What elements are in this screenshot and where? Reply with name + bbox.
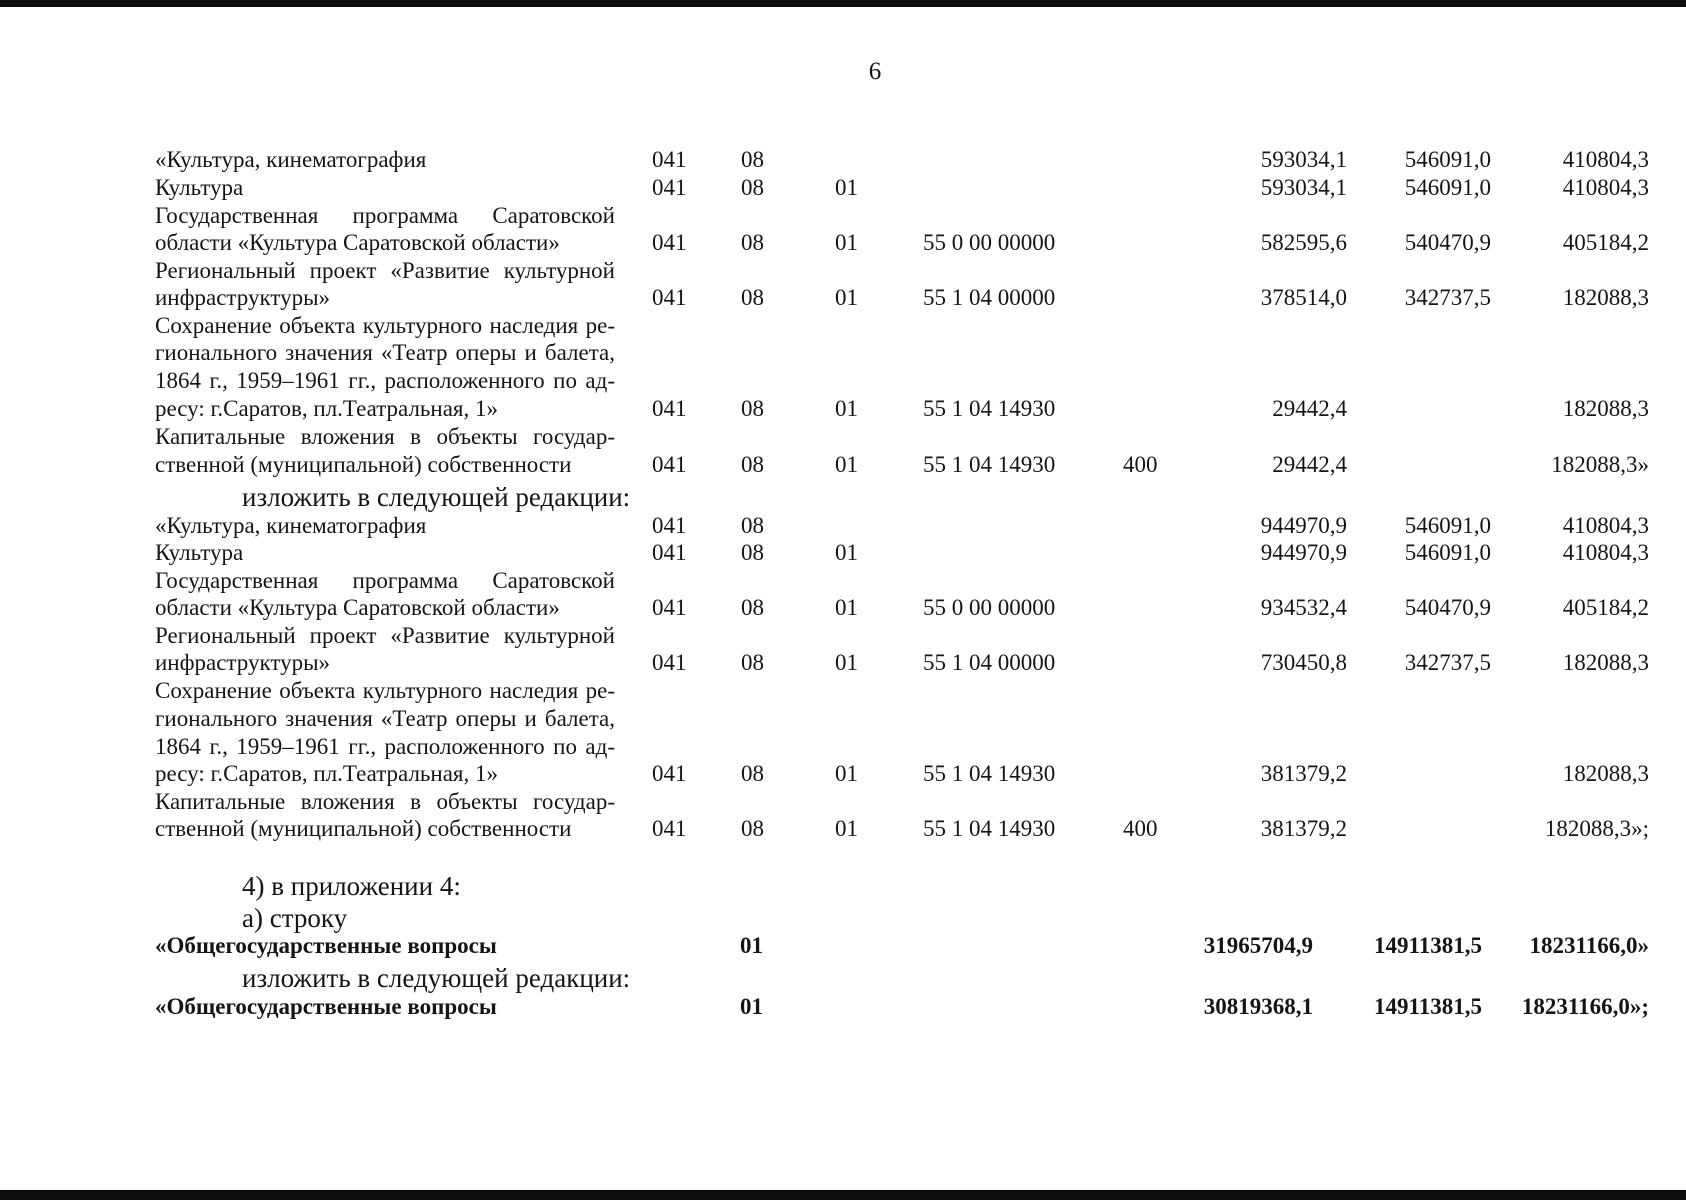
amount-year-3: 405184,2 — [1562, 230, 1649, 255]
subsection-code: 01 — [835, 540, 858, 565]
section-code: 08 — [741, 396, 764, 421]
row-description: ресу: г.Саратов, пл.Театральная, 1» — [155, 761, 499, 786]
amount-year-2: 540470,9 — [1404, 230, 1491, 255]
table-row-bold — [0, 932, 1686, 960]
amount-year-2: 14911381,5 — [1374, 933, 1482, 958]
row-description-line — [0, 733, 1686, 761]
ministry-code: 041 — [652, 761, 687, 786]
section-code: 08 — [741, 452, 764, 477]
table-row-bold — [0, 993, 1686, 1021]
amount-year-3: 182088,3»; — [1544, 816, 1649, 841]
target-article-code: 55 0 00 00000 — [923, 595, 1056, 620]
row-description: области «Культура Саратовской области» — [155, 595, 560, 620]
target-article-code: 55 1 04 14930 — [923, 761, 1056, 786]
amount-year-2: 342737,5 — [1404, 285, 1491, 310]
row-description: ственной (муниципальной) собственности — [155, 816, 572, 841]
section-code: 08 — [741, 285, 764, 310]
table-row — [0, 539, 1686, 567]
expense-type-code: 400 — [1123, 816, 1158, 841]
amount-year-3: 410804,3 — [1562, 147, 1649, 172]
table-row — [0, 594, 1686, 622]
amount-year-3: 182088,3» — [1551, 452, 1649, 477]
section-code: 08 — [741, 540, 764, 565]
target-article-code: 55 1 04 00000 — [923, 285, 1056, 310]
table-row — [0, 512, 1686, 540]
target-article-code: 55 1 04 00000 — [923, 650, 1056, 675]
amount-year-1: 593034,1 — [1260, 175, 1347, 200]
amount-year-1: 381379,2 — [1260, 816, 1347, 841]
target-article-code: 55 1 04 14930 — [923, 816, 1056, 841]
subsection-code: 01 — [835, 650, 858, 675]
table-row — [0, 760, 1686, 788]
row-description-line — [0, 367, 1686, 395]
amount-year-1: 29442,4 — [1272, 452, 1347, 477]
subsection-code: 01 — [835, 396, 858, 421]
amount-year-3: 182088,3 — [1562, 285, 1649, 310]
row-description-line — [0, 622, 1686, 650]
amount-year-3: 18231166,0» — [1529, 933, 1649, 958]
amount-year-1: 29442,4 — [1272, 396, 1347, 421]
row-description: гионального значения «Театр оперы и балета, — [155, 706, 615, 731]
table-row — [0, 451, 1686, 479]
amount-year-2: 546091,0 — [1404, 540, 1491, 565]
table-row — [0, 146, 1686, 174]
section-code: 08 — [741, 595, 764, 620]
amount-year-3: 18231166,0»; — [1521, 994, 1649, 1019]
amount-year-1: 934532,4 — [1260, 595, 1347, 620]
section-code: 01 — [740, 933, 763, 958]
ministry-code: 041 — [652, 650, 687, 675]
row-description: инфраструктуры» — [155, 650, 331, 675]
amount-year-3: 410804,3 — [1562, 540, 1649, 565]
ministry-code: 041 — [652, 147, 687, 172]
row-description: гионального значения «Театр оперы и балета, — [155, 340, 615, 365]
table-row — [0, 815, 1686, 843]
section-code: 08 — [741, 147, 764, 172]
table-row — [0, 649, 1686, 677]
amount-year-2: 546091,0 — [1404, 513, 1491, 538]
amount-year-1: 730450,8 — [1260, 650, 1347, 675]
row-description-line — [0, 312, 1686, 340]
row-description-line — [0, 339, 1686, 367]
page-number: 6 — [868, 58, 882, 85]
target-article-code: 55 0 00 00000 — [923, 230, 1056, 255]
ministry-code: 041 — [652, 230, 687, 255]
row-description: Региональный проект «Развитие культурной — [155, 623, 615, 648]
row-description: ресу: г.Саратов, пл.Театральная, 1» — [155, 396, 499, 421]
row-description-line — [0, 423, 1686, 451]
row-description: Культура — [155, 540, 244, 565]
row-description: Сохранение объекта культурного наследия ре- — [155, 313, 615, 338]
row-description: ственной (муниципальной) собственности — [155, 452, 572, 477]
section-code: 08 — [741, 650, 764, 675]
ministry-code: 041 — [652, 285, 687, 310]
row-description: инфраструктуры» — [155, 285, 331, 310]
row-description: Сохранение объекта культурного наследия ре- — [155, 678, 615, 703]
amount-year-1: 30819368,1 — [1203, 994, 1313, 1019]
amount-year-1: 944970,9 — [1260, 540, 1347, 565]
amount-year-3: 182088,3 — [1562, 396, 1649, 421]
edit-instruction: изложить в следующей редакции: — [242, 482, 631, 512]
row-description-line — [0, 202, 1686, 230]
ministry-code: 041 — [652, 595, 687, 620]
row-description: Государственная программа Саратовской — [155, 203, 615, 228]
expense-type-code: 400 — [1123, 452, 1158, 477]
amount-year-3: 405184,2 — [1562, 595, 1649, 620]
amount-year-3: 182088,3 — [1562, 650, 1649, 675]
row-description: «Культура, кинематография — [155, 513, 427, 538]
subsection-code: 01 — [835, 816, 858, 841]
amount-year-1: 378514,0 — [1260, 285, 1347, 310]
row-description-line — [0, 677, 1686, 705]
ministry-code: 041 — [652, 540, 687, 565]
row-description-line — [0, 788, 1686, 816]
row-description: Государственная программа Саратовской — [155, 568, 615, 593]
row-description: области «Культура Саратовской области» — [155, 230, 560, 255]
subsection-code: 01 — [835, 285, 858, 310]
amount-year-3: 410804,3 — [1562, 175, 1649, 200]
amount-year-2: 540470,9 — [1404, 595, 1491, 620]
row-description: 1864 г., 1959–1961 гг., расположенного по ад- — [155, 734, 615, 759]
row-description-line — [0, 257, 1686, 285]
amount-year-1: 381379,2 — [1260, 761, 1347, 786]
scan-top-edge — [0, 0, 1686, 7]
row-description: «Культура, кинематография — [155, 147, 427, 172]
amount-year-2: 14911381,5 — [1374, 994, 1482, 1019]
subsection-code: 01 — [835, 761, 858, 786]
amount-year-1: 944970,9 — [1260, 513, 1347, 538]
section-code: 08 — [741, 816, 764, 841]
subsection-code: 01 — [835, 595, 858, 620]
row-description-line — [0, 705, 1686, 733]
section-code: 08 — [741, 513, 764, 538]
table-row — [0, 229, 1686, 257]
section-code: 08 — [741, 761, 764, 786]
amount-year-2: 546091,0 — [1404, 175, 1491, 200]
edit-instruction: изложить в следующей редакции: — [242, 963, 631, 993]
subsection-code: 01 — [835, 230, 858, 255]
section-code: 08 — [741, 230, 764, 255]
table-row — [0, 284, 1686, 312]
row-description-line — [0, 567, 1686, 595]
row-description: «Общегосударственные вопросы — [155, 933, 497, 958]
ministry-code: 041 — [652, 816, 687, 841]
amount-year-1: 582595,6 — [1260, 230, 1347, 255]
table-row — [0, 174, 1686, 202]
amount-year-1: 31965704,9 — [1203, 933, 1313, 958]
section-code: 08 — [741, 175, 764, 200]
amount-year-1: 593034,1 — [1260, 147, 1347, 172]
amount-year-2: 342737,5 — [1404, 650, 1491, 675]
section-code: 01 — [740, 994, 763, 1019]
table-row — [0, 395, 1686, 423]
ministry-code: 041 — [652, 396, 687, 421]
subitem-label: а) строку — [242, 903, 348, 933]
scan-bottom-edge — [0, 1190, 1686, 1200]
row-description: «Общегосударственные вопросы — [155, 994, 497, 1019]
row-description: Капитальные вложения в объекты государ- — [155, 789, 615, 814]
subsection-code: 01 — [835, 452, 858, 477]
amount-year-2: 546091,0 — [1404, 147, 1491, 172]
row-description: Капитальные вложения в объекты государ- — [155, 424, 615, 449]
row-description: 1864 г., 1959–1961 гг., расположенного по ад- — [155, 368, 615, 393]
target-article-code: 55 1 04 14930 — [923, 452, 1056, 477]
section-heading: 4) в приложении 4: — [242, 871, 461, 901]
row-description: Культура — [155, 175, 244, 200]
ministry-code: 041 — [652, 452, 687, 477]
amount-year-3: 182088,3 — [1562, 761, 1649, 786]
target-article-code: 55 1 04 14930 — [923, 396, 1056, 421]
ministry-code: 041 — [652, 175, 687, 200]
row-description: Региональный проект «Развитие культурной — [155, 258, 615, 283]
subsection-code: 01 — [835, 175, 858, 200]
ministry-code: 041 — [652, 513, 687, 538]
amount-year-3: 410804,3 — [1562, 513, 1649, 538]
